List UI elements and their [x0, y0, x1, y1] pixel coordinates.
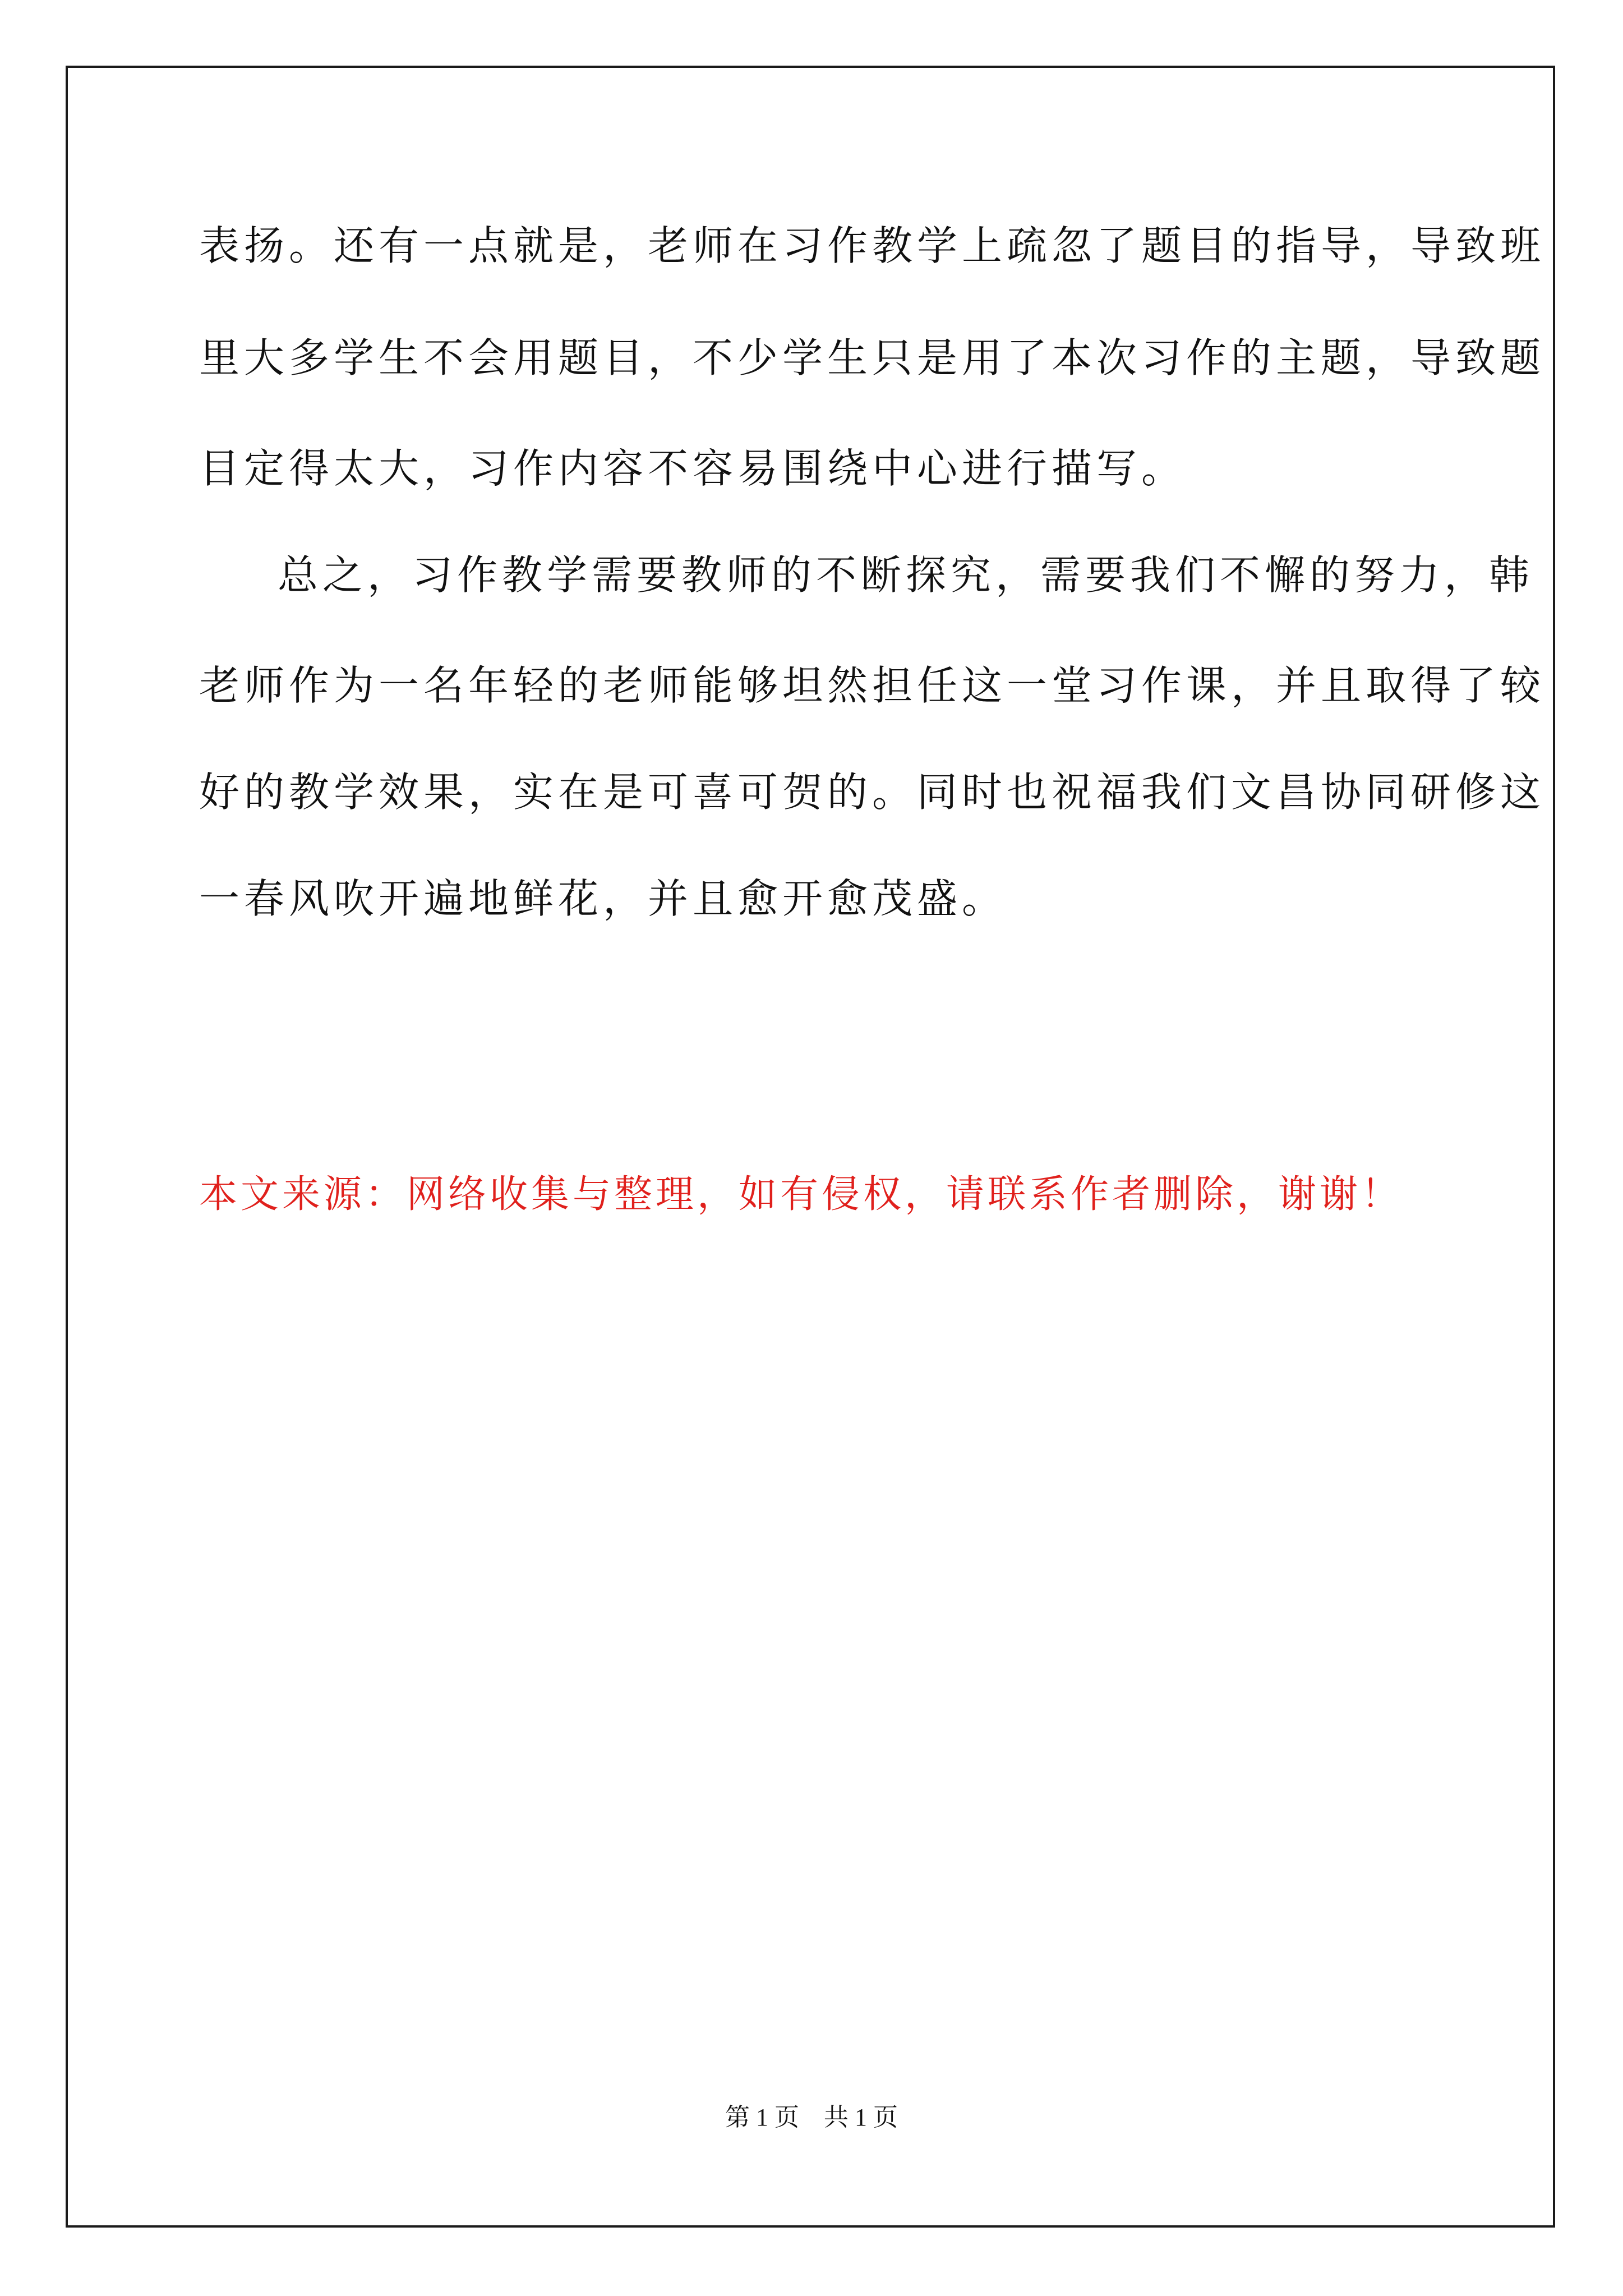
page-border	[66, 66, 1555, 2228]
paragraph-2-line-3: 好的教学效果，实在是可喜可贺的。同时也祝福我们文昌协同研修这	[199, 769, 1546, 816]
paragraph-1-line-1: 表扬。还有一点就是，老师在习作教学上疏忽了题目的指导，导致班	[199, 222, 1546, 269]
paragraph-1-line-3: 目定得太大，习作内容不容易围绕中心进行描写。	[199, 445, 1187, 492]
source-note: 本文来源：网络收集与整理，如有侵权，请联系作者删除，谢谢！	[199, 1172, 1403, 1217]
page-number: 第 1 页 共 1 页	[725, 2104, 898, 2131]
paragraph-2-line-4: 一春风吹开遍地鲜花，并且愈开愈茂盛。	[199, 875, 1007, 922]
paragraph-2-line-1: 总之，习作教学需要教师的不断探究，需要我们不懈的努力，韩	[278, 551, 1534, 599]
paragraph-2-line-2: 老师作为一名年轻的老师能够坦然担任这一堂习作课，并且取得了较	[199, 662, 1546, 709]
paragraph-1-line-2: 里大多学生不会用题目，不少学生只是用了本次习作的主题，导致题	[199, 334, 1546, 381]
